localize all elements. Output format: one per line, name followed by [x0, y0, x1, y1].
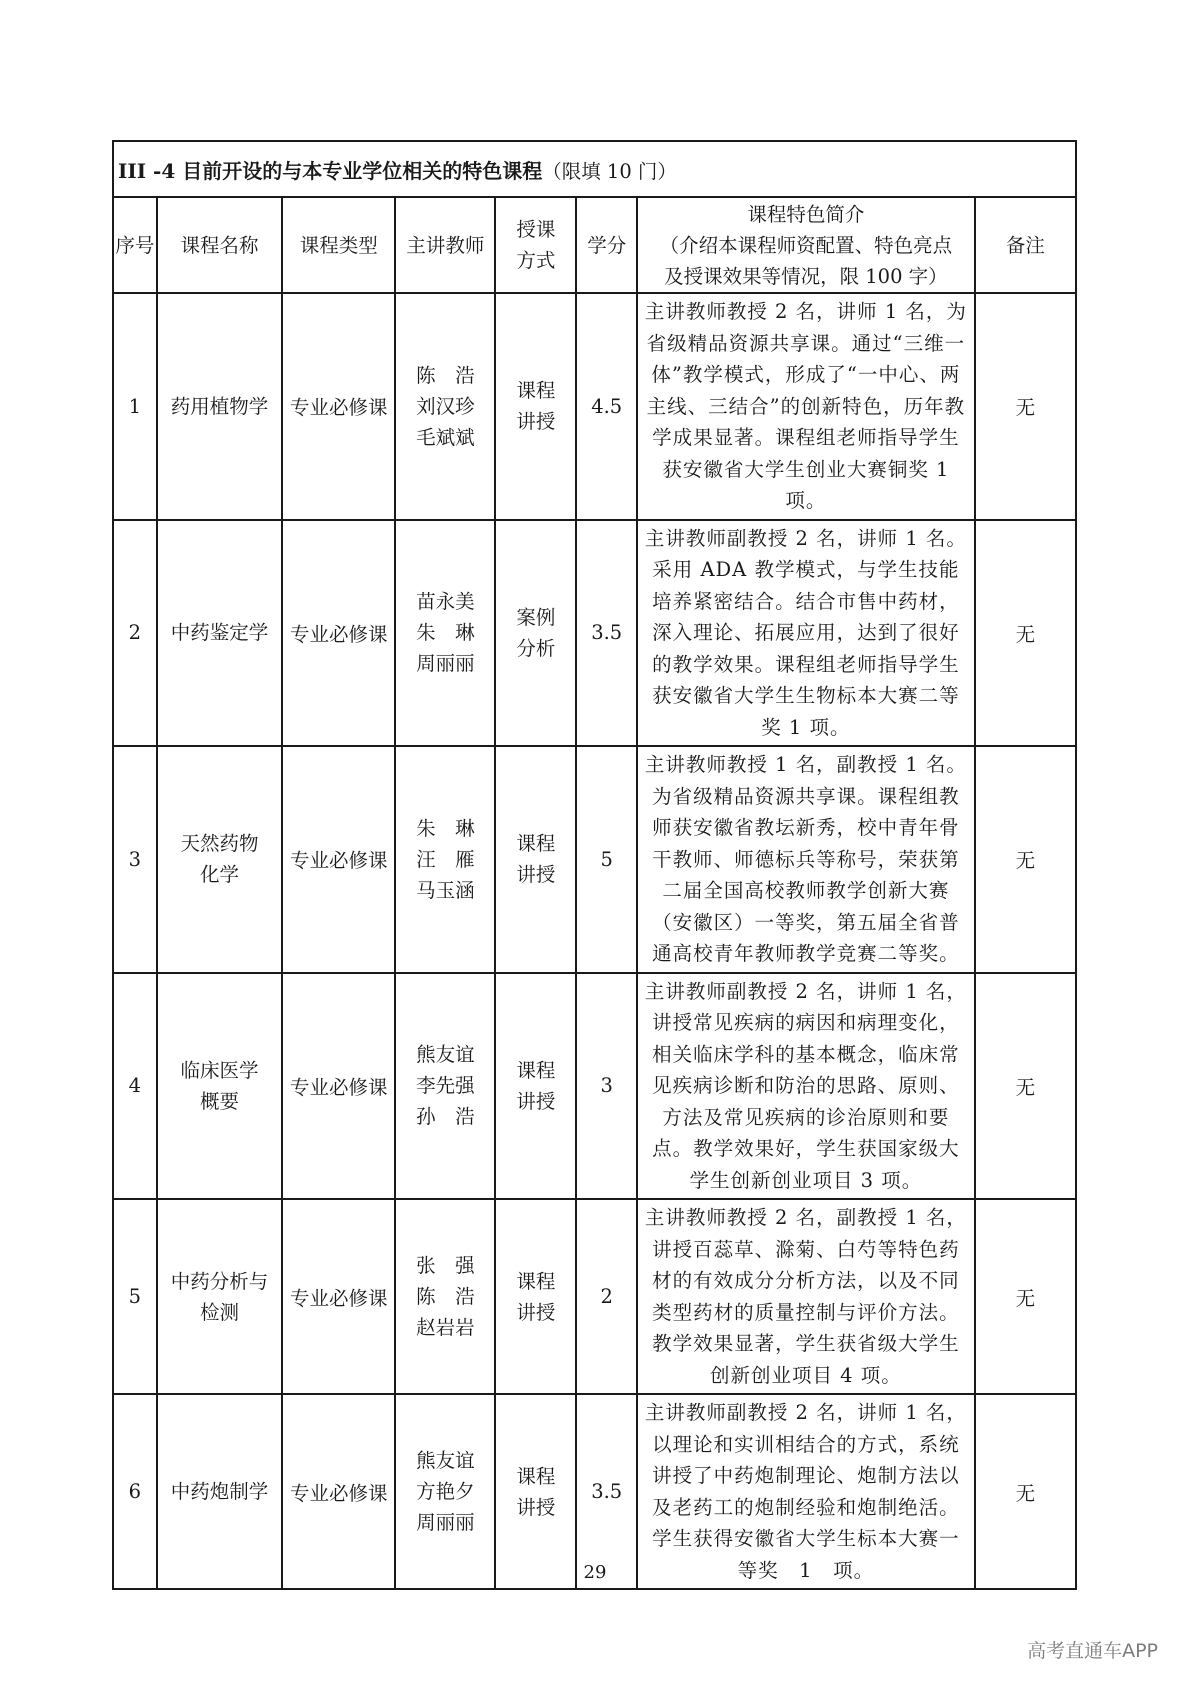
row-intro: 主讲教师教授 2 名，讲师 1 名，为省级精品资源共享课。通过“三维一体”教学模式，形成了“一中心、两主线、三结合”的创新特色，历年教学成果显著。课程组老师指导学生获安徽省大学生创业大赛铜奖 1 项。	[637, 293, 975, 520]
row-remark: 无	[975, 973, 1076, 1200]
table-row	[113, 973, 1076, 1200]
teacher-name: 赵岩岩	[416, 1316, 475, 1339]
row-remark: 无	[975, 1199, 1076, 1394]
teacher-name: 方艳夕	[416, 1480, 475, 1503]
header-intro-line1: 课程特色简介	[747, 202, 865, 226]
row-teachers	[395, 973, 495, 1200]
header-intro	[637, 197, 975, 293]
teacher-name: 陈 浩	[416, 363, 475, 387]
row-course-type: 专业必修课	[282, 746, 395, 973]
row-seq: 3	[113, 746, 157, 973]
header-method: 授课方式	[495, 197, 576, 293]
header-intro-line2: （介绍本课程师资配置、特色亮点	[659, 233, 953, 257]
page-number: 29	[583, 1562, 607, 1583]
row-course-type: 专业必修课	[282, 293, 395, 520]
teacher-name: 张 强	[416, 1254, 475, 1277]
watermark-text: 高考直通车APP	[1027, 1640, 1158, 1662]
row-teachers	[395, 746, 495, 973]
row-intro: 主讲教师副教授 2 名，讲师 1 名。采用 ADA 教学模式，与学生技能培养紧密结合。结合市售中药材，深入理论、拓展应用，达到了很好的教学效果。课程组老师指导学生获安徽省大学生生物标本大赛二等奖 1 项。	[637, 520, 975, 747]
row-course-name: 天然药物化学	[157, 746, 283, 973]
row-seq: 5	[113, 1199, 157, 1394]
row-credit: 3.5	[576, 1394, 637, 1589]
section-title-note: （限填 10 门）	[542, 159, 677, 183]
row-intro: 主讲教师教授 2 名，副教授 1 名，讲授百蕊草、滁菊、白芍等特色药材的有效成分分析方法，以及不同类型药材的质量控制与评价方法。教学效果显著，学生获省级大学生创新创业项目 4 项。	[637, 1199, 975, 1394]
teacher-name: 刘汉珍	[416, 394, 475, 418]
row-intro: 主讲教师教授 1 名，副教授 1 名。为省级精品资源共享课。课程组教师获安徽省教坛新秀，校中青年骨干教师、师德标兵等称号，荣获第二届全国高校教师教学创新大赛（安徽区）一等奖，第五届全省普通高校青年教师教学竞赛二等奖。	[637, 746, 975, 973]
table-row	[113, 520, 1076, 747]
row-method: 课程讲授	[495, 293, 576, 520]
table-title-row	[113, 141, 1076, 197]
row-course-type: 专业必修课	[282, 1199, 395, 1394]
section-title: III -4 目前开设的与本专业学位相关的特色课程	[118, 158, 543, 183]
row-course-type: 专业必修课	[282, 1394, 395, 1589]
header-intro-line3: 及授课效果等情况，限 100 字）	[664, 264, 948, 288]
row-credit: 4.5	[576, 293, 637, 520]
table-row	[113, 746, 1076, 973]
row-course-name: 中药分析与检测	[157, 1199, 283, 1394]
row-method: 课程讲授	[495, 1394, 576, 1589]
row-credit: 2	[576, 1199, 637, 1394]
table-row	[113, 1394, 1076, 1589]
teacher-name: 苗永美	[416, 590, 475, 614]
row-method: 课程讲授	[495, 973, 576, 1200]
row-intro: 主讲教师副教授 2 名，讲师 1 名，以理论和实训相结合的方式，系统讲授了中药炮制理论、炮制方法以及老药工的炮制经验和炮制绝活。学生获得安徽省大学生标本大赛一等奖 1 项。	[637, 1394, 975, 1589]
header-course-type: 课程类型	[282, 197, 395, 293]
row-seq: 6	[113, 1394, 157, 1589]
row-credit: 3	[576, 973, 637, 1200]
row-seq: 1	[113, 293, 157, 520]
teacher-name: 马玉涵	[416, 878, 475, 902]
row-teachers	[395, 1394, 495, 1589]
teacher-name: 周丽丽	[416, 1511, 475, 1534]
row-course-name: 临床医学概要	[157, 973, 283, 1200]
row-credit: 5	[576, 746, 637, 973]
row-teachers	[395, 1199, 495, 1394]
teacher-name: 毛斌斌	[416, 425, 475, 449]
row-intro: 主讲教师副教授 2 名，讲师 1 名，讲授常见疾病的病因和病理变化，相关临床学科的基本概念，临床常见疾病诊断和防治的思路、原则、方法及常见疾病的诊治原则和要点。教学效果好，学生获国家级大学生创新创业项目 3 项。	[637, 973, 975, 1200]
teacher-name: 周丽丽	[416, 652, 475, 676]
teacher-name: 朱 琳	[416, 621, 475, 645]
table-header-row	[113, 197, 1076, 293]
row-course-type: 专业必修课	[282, 520, 395, 747]
header-credit: 学分	[576, 197, 637, 293]
header-course-name: 课程名称	[157, 197, 283, 293]
featured-courses-table	[112, 140, 1077, 1590]
table-title-cell	[113, 141, 1076, 197]
row-remark: 无	[975, 1394, 1076, 1589]
header-teacher: 主讲教师	[395, 197, 495, 293]
row-method: 案例分析	[495, 520, 576, 747]
teacher-name: 孙 浩	[416, 1105, 475, 1129]
row-course-name: 药用植物学	[157, 293, 283, 520]
row-teachers	[395, 293, 495, 520]
header-remark: 备注	[975, 197, 1076, 293]
row-seq: 2	[113, 520, 157, 747]
row-course-name: 中药鉴定学	[157, 520, 283, 747]
row-seq: 4	[113, 973, 157, 1200]
table-row	[113, 1199, 1076, 1394]
teacher-name: 熊友谊	[416, 1449, 475, 1472]
teacher-name: 熊友谊	[416, 1043, 475, 1067]
row-remark: 无	[975, 746, 1076, 973]
row-method: 课程讲授	[495, 746, 576, 973]
teacher-name: 汪 雁	[416, 847, 475, 871]
row-remark: 无	[975, 293, 1076, 520]
row-method: 课程讲授	[495, 1199, 576, 1394]
row-credit: 3.5	[576, 520, 637, 747]
row-teachers	[395, 520, 495, 747]
header-seq: 序号	[113, 197, 157, 293]
teacher-name: 朱 琳	[416, 816, 475, 840]
teacher-name: 李先强	[416, 1074, 475, 1098]
row-remark: 无	[975, 520, 1076, 747]
teacher-name: 陈 浩	[416, 1285, 475, 1308]
row-course-name: 中药炮制学	[157, 1394, 283, 1589]
row-course-type: 专业必修课	[282, 973, 395, 1200]
table-row	[113, 293, 1076, 520]
